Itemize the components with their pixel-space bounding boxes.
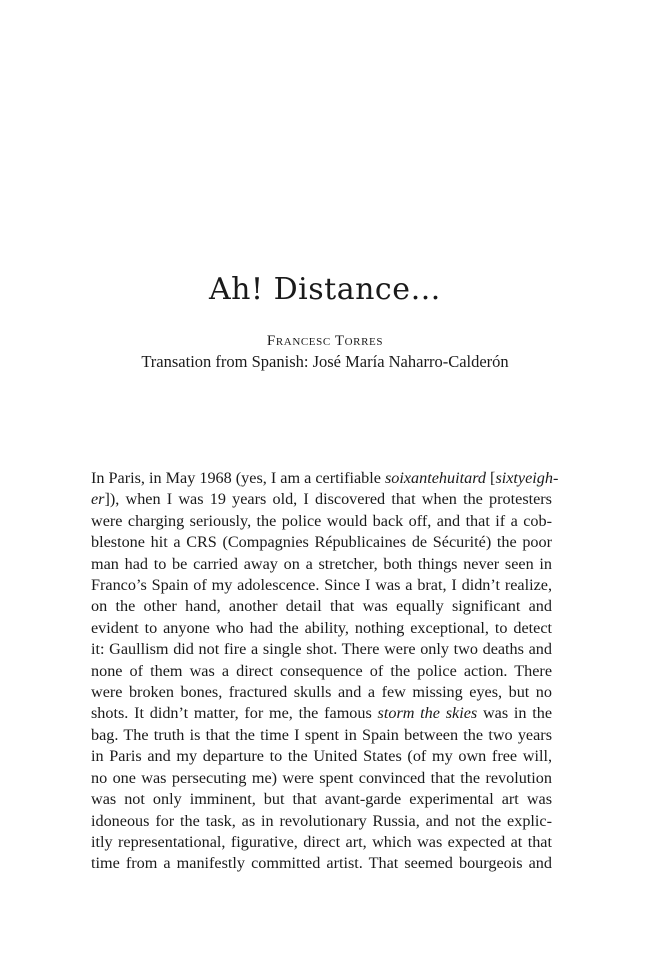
- body-line: [91, 725, 552, 746]
- italic-term: storm the skies: [377, 704, 478, 723]
- translation-credit: Transation from Spanish: José María Naharro-Calderón: [141, 352, 509, 371]
- body-line: [91, 554, 552, 575]
- body-line: [91, 596, 552, 617]
- body-line: [91, 661, 552, 682]
- body-line: [91, 811, 552, 832]
- body-line: [91, 682, 552, 703]
- body-line: [91, 511, 552, 532]
- body-line: [91, 639, 552, 660]
- text-run: on the other hand, another detail that was equally significant and: [91, 597, 552, 616]
- text-run: were charging seriously, the police would back off, and that if a cob-: [91, 511, 552, 530]
- text-run: ]), when I was 19 years old, I discovered that when the protesters: [104, 490, 552, 509]
- body-line: [91, 618, 552, 639]
- text-run: none of them was a direct consequence of the police action. There: [91, 661, 552, 680]
- body-line: [91, 853, 552, 874]
- body-paragraph: [91, 468, 559, 875]
- text-run: was not only imminent, but that avant-garde experimental art was: [91, 790, 552, 809]
- body-line: [91, 832, 552, 853]
- text-run: shots. It didn’t matter, for me, the famous: [91, 704, 378, 723]
- article-title: Ah! Distance…: [209, 272, 441, 307]
- author-name: Francesc Torres: [266, 333, 384, 349]
- body-line: [91, 789, 552, 810]
- text-run: Franco’s Spain of my adolescence. Since I was a brat, I didn’t realize,: [91, 576, 552, 595]
- text-run: bag. The truth is that the time I spent in Spain between the two years: [91, 725, 552, 744]
- body-line: [91, 768, 552, 789]
- text-run: were broken bones, fractured skulls and a few missing eyes, but no: [91, 683, 552, 702]
- body-line: [91, 489, 552, 510]
- text-run: in Paris and my departure to the United States (of my own free will,: [91, 747, 552, 766]
- text-run: time from a manifestly committed artist. That seemed bourgeois and: [91, 854, 552, 873]
- body-line: [91, 532, 552, 553]
- italic-term: soixantehuitard: [384, 469, 486, 487]
- text-run: itly representational, figurative, direct art, which was expected at that: [91, 832, 552, 851]
- text-run: evident to anyone who had the ability, nothing exceptional, to detect: [91, 618, 552, 637]
- text-run: it: Gaullism did not fire a single shot. There were only two deaths and: [91, 640, 552, 659]
- text-run: man had to be carried away on a stretcher, both things never seen in: [91, 554, 552, 573]
- body-line: [91, 703, 552, 724]
- body-line: [91, 575, 552, 596]
- text-run: blestone hit a CRS (Compagnies Républicaines de Sécurité) the poor: [91, 533, 552, 552]
- italic-term: er: [91, 490, 105, 509]
- italic-term: sixtyeigh-: [495, 469, 559, 487]
- body-line: [91, 746, 552, 767]
- text-run: no one was persecuting me) were spent convinced that the revolution: [91, 768, 552, 787]
- text-run: [: [486, 469, 496, 487]
- text-run: was in the: [477, 704, 553, 723]
- text-run: In Paris, in May 1968 (yes, I am a certifiable: [91, 469, 385, 487]
- body-line: [91, 468, 559, 489]
- text-run: idoneous for the task, as in revolutionary Russia, and not the explic-: [91, 811, 552, 830]
